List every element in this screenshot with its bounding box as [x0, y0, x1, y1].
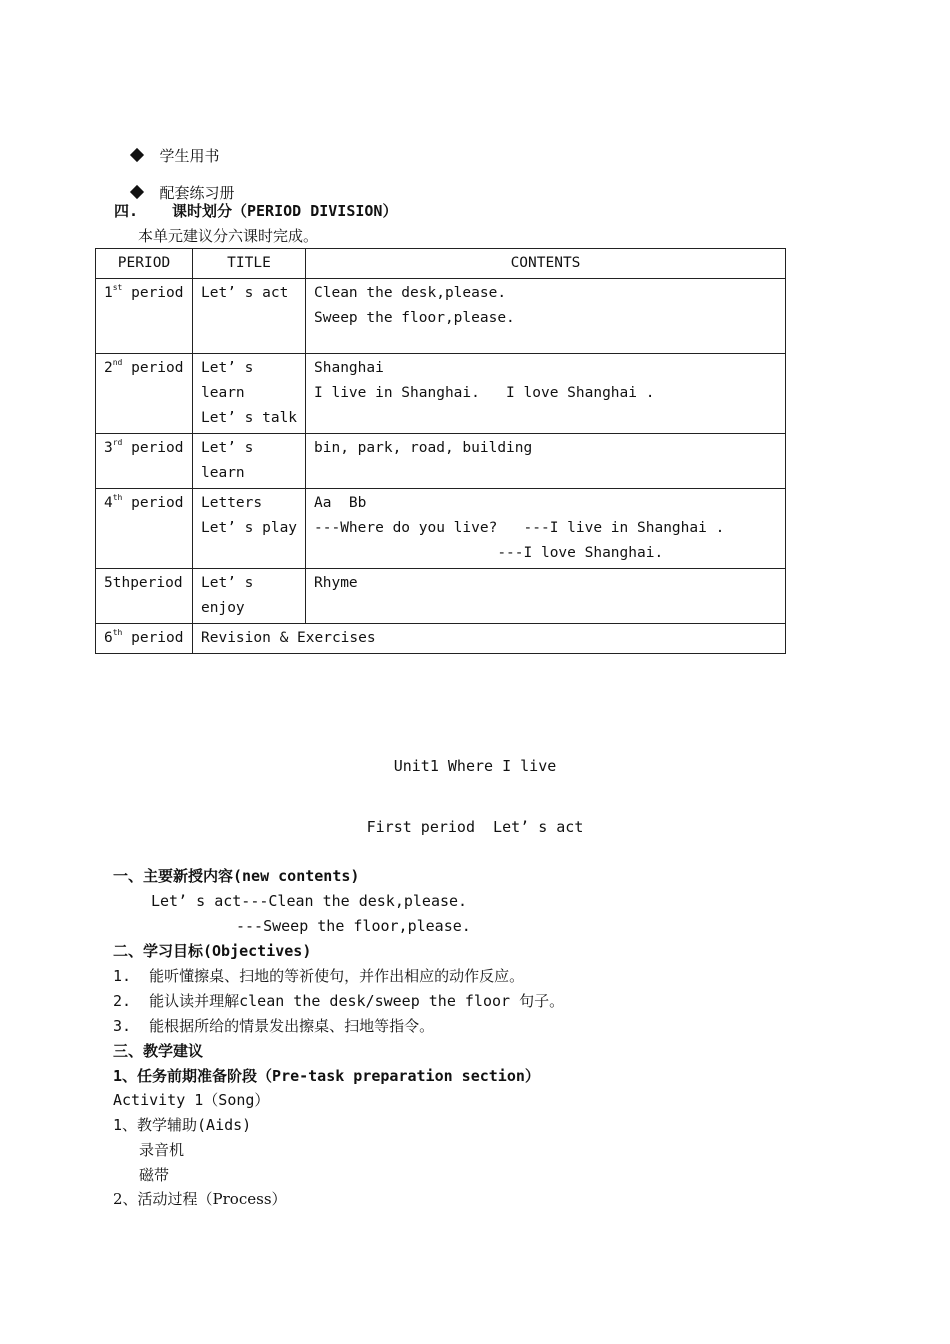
material-label: 学生用书	[159, 147, 220, 165]
unit-title: Unit1 Where I live	[393, 757, 557, 775]
list-item	[122, 126, 220, 166]
column-header: CONTENTS	[306, 249, 786, 279]
diamond-bullet-icon	[129, 148, 143, 162]
table-row	[96, 354, 786, 434]
process-heading: 2、活动过程（Process）	[113, 1190, 287, 1208]
title-cell: Let’ s learn Let’ s talk	[193, 354, 306, 434]
material-label: 配套练习册	[159, 184, 235, 202]
table-row	[96, 279, 786, 354]
column-header: PERIOD	[96, 249, 193, 279]
period-cell: 1st period	[96, 279, 193, 354]
title-cell: Let’ s learn	[193, 434, 306, 489]
objective-item: 2. 能认读并理解clean the desk/sweep the floor 句子。	[113, 992, 565, 1010]
section-note: 本单元建议分六课时完成。	[138, 227, 319, 245]
table-row	[96, 569, 786, 624]
period-cell: 3rd period	[96, 434, 193, 489]
aids-heading: 1、教学辅助(Aids)	[113, 1116, 252, 1134]
contents-cell: bin, park, road, building	[306, 434, 786, 489]
section-heading: 二、学习目标(Objectives)	[113, 942, 312, 960]
title-cell: Let’ s act	[193, 279, 306, 354]
content-line: ---Sweep the floor,please.	[236, 917, 471, 935]
column-header: TITLE	[193, 249, 306, 279]
title-cell: Let’ s enjoy	[193, 569, 306, 624]
period-cell: 4th period	[96, 489, 193, 569]
contents-cell: Aa Bb ---Where do you live? ---I live in Shanghai . ---I love Shanghai.	[306, 489, 786, 569]
table-row	[96, 434, 786, 489]
objective-item: 3. 能根据所给的情景发出擦桌、扫地等指令。	[113, 1017, 435, 1035]
title-cell: Revision & Exercises	[193, 624, 786, 654]
subsection-heading: 1、任务前期准备阶段（Pre-task preparation section）	[113, 1067, 540, 1085]
period-cell: 6th period	[96, 624, 193, 654]
section-heading: 一、主要新授内容(new contents)	[113, 867, 360, 885]
period-title: First period Let’ s act	[366, 818, 584, 836]
diamond-bullet-icon	[129, 185, 143, 199]
contents-cell: Clean the desk,please. Sweep the floor,please.	[306, 279, 786, 354]
activity-heading: Activity 1（Song）	[113, 1091, 270, 1109]
content-line: Let’ s act---Clean the desk,please.	[151, 892, 468, 910]
section-heading: 三、教学建议	[113, 1042, 204, 1060]
table-row	[96, 624, 786, 654]
contents-cell: Shanghai I live in Shanghai. I love Shanghai .	[306, 354, 786, 434]
section-number: 四.	[114, 202, 139, 220]
list-item	[122, 163, 235, 203]
contents-cell: Rhyme	[306, 569, 786, 624]
period-cell: 2nd period	[96, 354, 193, 434]
section-heading: 课时划分（PERIOD DIVISION）	[172, 202, 398, 220]
title-cell: Letters Let’ s play	[193, 489, 306, 569]
table-row	[96, 489, 786, 569]
period-table	[95, 248, 786, 654]
objective-item: 1. 能听懂擦桌、扫地的等祈使句，并作出相应的动作反应。	[113, 967, 525, 985]
aid-item: 磁带	[139, 1166, 170, 1184]
period-cell: 5thperiod	[96, 569, 193, 624]
aid-item: 录音机	[139, 1141, 185, 1159]
